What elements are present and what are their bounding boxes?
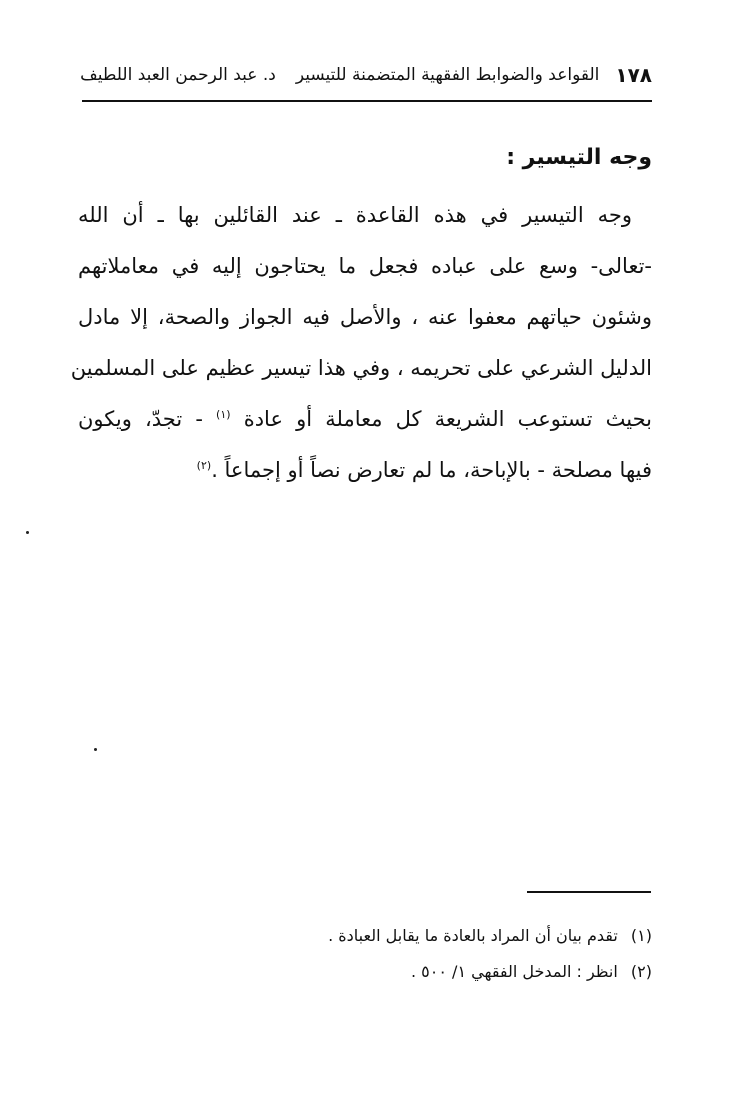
header-divider bbox=[82, 100, 652, 102]
footnote-item bbox=[328, 918, 652, 954]
section-heading: وجه التيسير : bbox=[506, 145, 652, 170]
paragraph-line: -تعالى- وسع على عباده فجعل ما يحتاجون إليه في معاملاتهم bbox=[78, 254, 652, 278]
paragraph-line bbox=[78, 394, 652, 445]
scan-speck bbox=[26, 531, 29, 534]
footnote-reference: (١) bbox=[216, 408, 231, 421]
footnote-item bbox=[328, 954, 652, 990]
book-title: القواعد والضوابط الفقهية المتضمنة للتيسير bbox=[295, 65, 600, 85]
paragraph-line: الدليل الشرعي على تحريمه ، وفي هذا تيسير عظيم على المسلمين bbox=[70, 356, 652, 380]
scan-speck bbox=[94, 748, 97, 751]
footnote-reference: (٢) bbox=[196, 459, 212, 472]
paragraph-line bbox=[78, 445, 652, 496]
page-number: ١٧٨ bbox=[615, 63, 652, 87]
paragraph-line: وشئون حياتهم معفوا عنه ، والأصل فيه الجواز والصحة، إلا مادل bbox=[78, 305, 652, 329]
footnote-marker: (١) bbox=[630, 926, 652, 945]
body-paragraph bbox=[70, 190, 652, 496]
paragraph-line: وجه التيسير في هذه القاعدة ـ عند القائلين بها ـ أن الله bbox=[78, 203, 632, 227]
line-text: فيها مصلحة - بالإباحة، ما لم تعارض نصاً أو إجماعاً . bbox=[211, 458, 652, 482]
footnote-marker: (٢) bbox=[630, 962, 652, 981]
footnote-text: تقدم بيان أن المراد بالعادة ما يقابل العبادة . bbox=[328, 926, 618, 945]
line-text: - تجدّ، ويكون bbox=[78, 407, 217, 431]
author-name: د. عبد الرحمن العبد اللطيف bbox=[80, 65, 276, 85]
footnote-divider bbox=[527, 891, 651, 893]
footnotes bbox=[328, 918, 652, 990]
line-text: بحيث تستوعب الشريعة كل معاملة أو عادة bbox=[243, 407, 652, 431]
footnote-text: انظر : المدخل الفقهي ١/ ٥٠٠ . bbox=[411, 962, 618, 981]
running-header bbox=[80, 58, 652, 92]
